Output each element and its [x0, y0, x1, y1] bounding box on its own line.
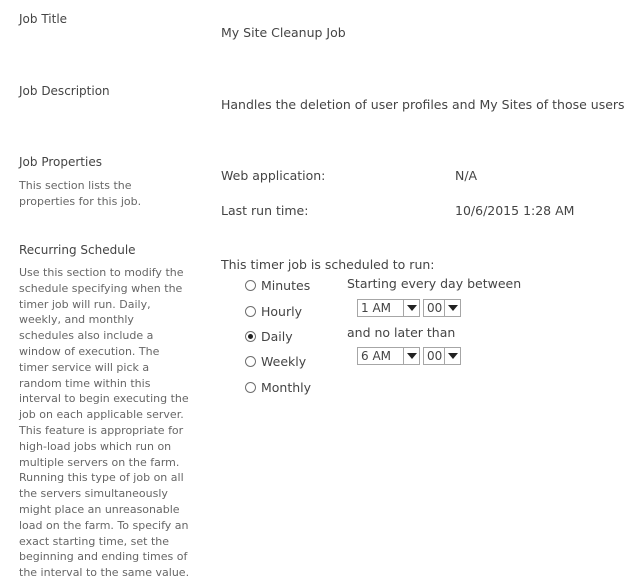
job-title-value: My Site Cleanup Job	[221, 25, 346, 40]
web-application-label: Web application:	[221, 168, 326, 183]
start-minute-select[interactable]	[423, 299, 461, 317]
last-run-time-label: Last run time:	[221, 203, 309, 218]
chevron-down-icon[interactable]	[444, 300, 460, 316]
job-title-label: Job Title	[19, 12, 68, 26]
radio-monthly-label: Monthly	[261, 379, 312, 395]
radio-option-hourly[interactable]	[245, 302, 302, 320]
last-run-time-value: 10/6/2015 1:28 AM	[455, 203, 575, 218]
recurring-schedule-label: Recurring Schedule	[19, 243, 136, 257]
radio-option-daily[interactable]	[245, 327, 293, 345]
radio-minutes[interactable]	[245, 280, 256, 291]
start-minute-value: 00	[427, 301, 443, 315]
radio-weekly-label: Weekly	[261, 353, 307, 369]
radio-hourly-label: Hourly	[261, 303, 302, 319]
radio-daily[interactable]	[245, 331, 256, 342]
job-properties-description: This section lists the properties for this job.	[19, 179, 142, 208]
radio-weekly[interactable]	[245, 356, 256, 367]
web-application-value: N/A	[455, 168, 478, 183]
chevron-down-icon[interactable]	[403, 348, 419, 364]
end-hour-value: 6 AM	[361, 349, 392, 363]
radio-monthly[interactable]	[245, 382, 256, 393]
radio-daily-label: Daily	[261, 328, 293, 344]
job-description-value: Handles the deletion of user profiles and My Sites of those users	[221, 97, 625, 112]
schedule-intro: This timer job is scheduled to run:	[221, 257, 435, 272]
start-hour-value: 1 AM	[361, 301, 392, 315]
job-properties-label: Job Properties	[19, 155, 102, 169]
starting-every-day-label: Starting every day between	[347, 276, 522, 291]
radio-hourly[interactable]	[245, 306, 256, 317]
radio-option-weekly[interactable]	[245, 352, 306, 370]
recurring-schedule-description: Use this section to modify the schedule specifying when the timer job will run. Daily, weekly, and monthly schedules also include a window of execution. The timer service will pick a random time within this interval to begin executing the job on each applicable server. This feature is appropriate for high-load jobs which run on multiple servers on the farm. Running this type of job on all the servers simultaneously might place an unreasonable load on the farm. To specify an exact starting time, set the beginning and ending times of the interval to the same value.	[19, 266, 190, 580]
no-later-than-label: and no later than	[347, 325, 456, 340]
end-hour-select[interactable]	[357, 347, 420, 365]
start-hour-select[interactable]	[357, 299, 420, 317]
end-minute-value: 00	[427, 349, 443, 363]
chevron-down-icon[interactable]	[403, 300, 419, 316]
radio-option-monthly[interactable]	[245, 378, 311, 396]
chevron-down-icon[interactable]	[444, 348, 460, 364]
radio-minutes-label: Minutes	[261, 277, 311, 293]
radio-option-minutes[interactable]	[245, 276, 310, 294]
job-description-label: Job Description	[19, 84, 110, 98]
end-minute-select[interactable]	[423, 347, 461, 365]
